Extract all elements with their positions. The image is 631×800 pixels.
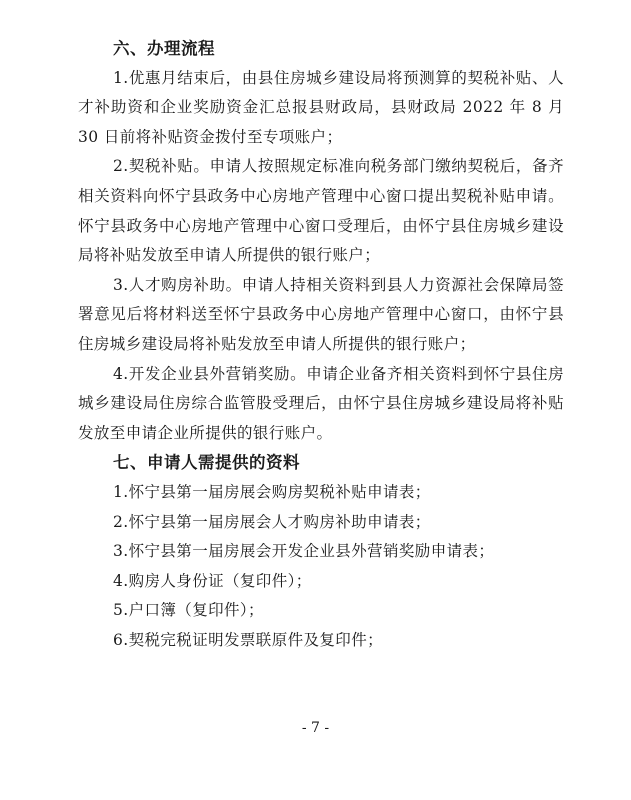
materials-item-4: 4.购房人身份证（复印件）； — [113, 571, 312, 590]
section-heading-materials: 七、申请人需提供的资料 — [113, 453, 300, 473]
materials-item-5: 5.户口簿（复印件）； — [113, 601, 264, 620]
materials-item-2: 2.怀宁县第一届房展会人才购房补助申请表； — [113, 512, 431, 531]
document-page — [78, 34, 564, 655]
materials-item-3: 3.怀宁县第一届房展会开发企业县外营销奖励申请表； — [113, 542, 495, 561]
section-heading-procedure: 六、办理流程 — [113, 39, 215, 58]
procedure-item-2: 2.契税补贴。申请人按照规定标准向税务部门缴纳契税后，备齐相关资料向怀宁县政务中心房地产管理中心窗口提出契税补贴申请。怀宁县政务中心房地产管理中心窗口受理后，由怀宁县住房城乡建设局将补贴发放至申请人所提供的银行账户； — [78, 157, 564, 265]
materials-item-1: 1.怀宁县第一届房展会购房契税补贴申请表； — [113, 482, 431, 501]
materials-item-6: 6.契税完税证明发票联原件及复印件； — [113, 630, 383, 649]
page-number: - 7 - — [301, 720, 330, 736]
procedure-item-1: 1.优惠月结束后，由县住房城乡建设局将预测算的契税补贴、人才补助资和企业奖励资金汇总报县财政局，县财政局 2022 年 8 月 30 日前将补贴资金拨付至专项账户； — [78, 68, 564, 146]
procedure-item-4: 4.开发企业县外营销奖励。申请企业备齐相关资料到怀宁县住房城乡建设局住房综合监管股受理后，由怀宁县住房城乡建设局将补贴发放至申请企业所提供的银行账户。 — [78, 364, 564, 442]
procedure-item-3: 3.人才购房补助。申请人持相关资料到县人力资源社会保障局签署意见后将材料送至怀宁县政务中心房地产管理中心窗口，由怀宁县住房城乡建设局将补贴发放至申请人所提供的银行账户； — [78, 275, 564, 353]
